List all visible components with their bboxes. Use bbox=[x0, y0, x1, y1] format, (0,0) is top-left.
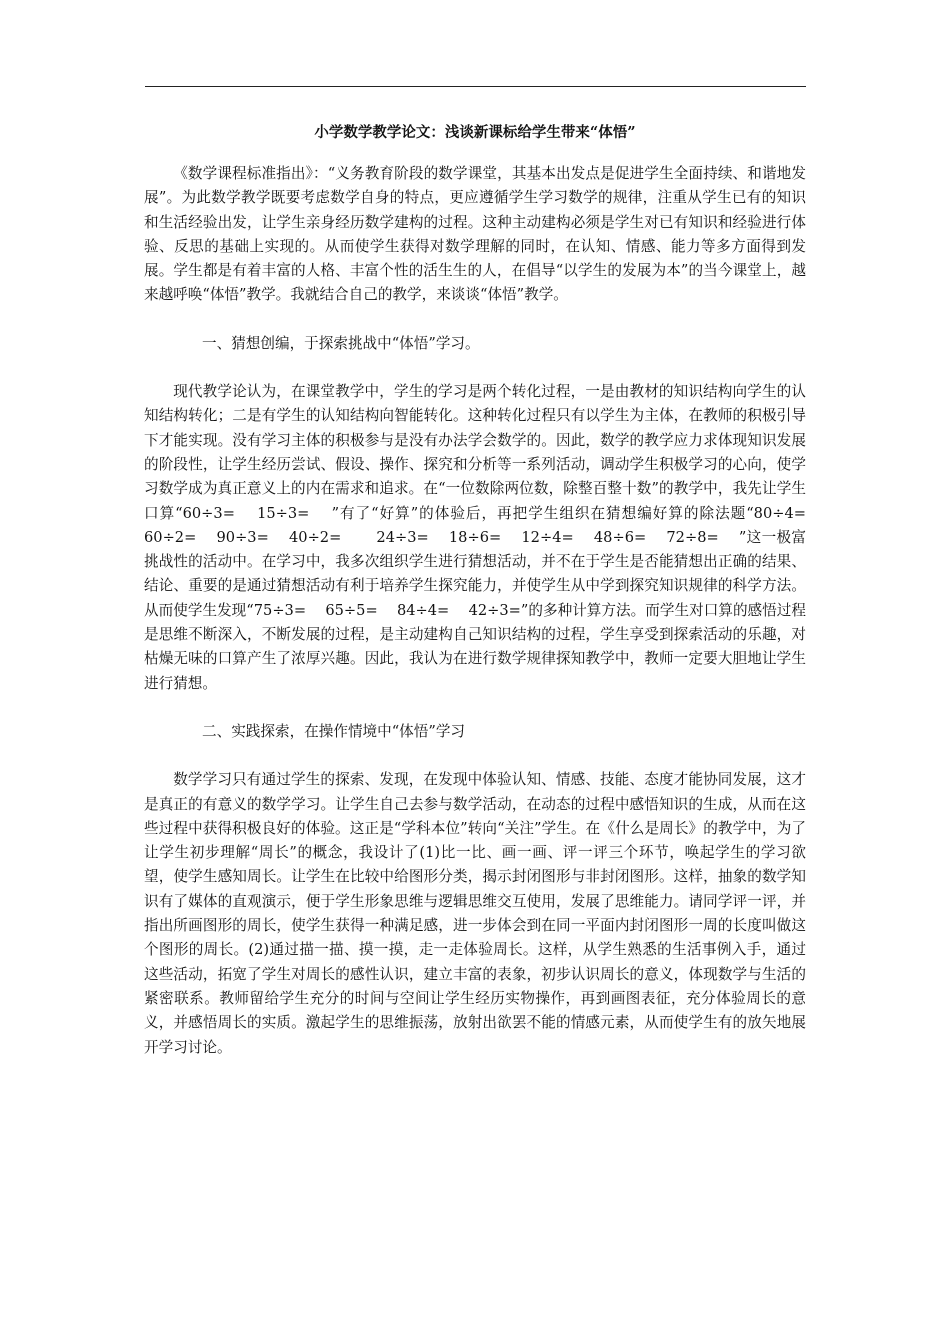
intro-paragraph: 《数学课程标准指出》：“义务教育阶段的数学课堂，其基本出发点是促进学生全面持续、和谐地发展”。为此数学教学既要考虑数学自身的特点，更应遵循学生学习数学的规律，注重从学生已有的知识和生活经验出发，让学生亲身经历数学建构的过程。这种主动建构必须是学生对已有知识和经验进行体验、反思的基础上实现的。从而使学生获得对数学理解的同时，在认知、情感、能力等多方面得到发展。学生都是有着丰富的人格、丰富个性的活生生的人，在倡导“以学生的发展为本”的当今课堂上，越来越呼唤“体悟”教学。我就结合自己的教学，来谈谈“体悟”教学。 bbox=[144, 165, 806, 304]
section-1-heading: 一、猜想创编，于探索挑战中“体悟”学习。 bbox=[202, 334, 480, 352]
document-body bbox=[144, 120, 826, 1084]
section-2-paragraph: 数学学习只有通过学生的探索、发现，在发现中体验认知、情感、技能、态度才能协同发展，这才是真正的有意义的数学学习。让学生自己去参与数学活动，在动态的过程中感悟知识的生成，从而在这些过程中获得积极良好的体验。这正是“学科本位”转向“关注”学生。在《什么是周长》的教学中，为了让学生初步理解“周长”的概念，我设计了(1)比一比、画一画、评一评三个环节，唤起学生的学习欲望，使学生感知周长。让学生在比较中给图形分类，揭示封闭图形与非封闭图形。这样，抽象的数学知识有了媒体的直观演示，便于学生形象思维与逻辑思维交互使用，发展了思维能力。请同学评一评，并指出所画图形的周长，使学生获得一种满足感，进一步体会到在同一平面内封闭图形一周的长度叫做这个图形的周长。(2)通过描一描、摸一摸，走一走体验周长。这样，从学生熟悉的生活事例入手，通过这些活动，拓宽了学生对周长的感性认识，建立丰富的表象，初步认识周长的意义，体现数学与生活的紧密联系。教师留给学生充分的时间与空间让学生经历实物操作，再到画图表征，充分体验周长的意义，并感悟周长的实质。激起学生的思维振荡，放射出欲罢不能的情感元素，从而使学生有的放矢地展开学习讨论。 bbox=[144, 771, 806, 1056]
header-rule bbox=[145, 86, 806, 87]
document-title: 小学数学教学论文：浅谈新课标给学生带来“体悟” bbox=[314, 124, 636, 141]
section-2-heading: 二、实践探索，在操作情境中“体悟”学习 bbox=[202, 722, 466, 740]
section-1-paragraph: 现代教学论认为，在课堂教学中，学生的学习是两个转化过程，一是由教材的知识结构向学生的认知结构转化；二是有学生的认知结构向智能转化。这种转化过程只有以学生为主体，在教师的积极引导下才能实现。没有学习主体的积极参与是没有办法学会数学的。因此，数学的教学应力求体现知识发展的阶段性，让学生经历尝试、假设、操作、探究和分析等一系列活动，调动学生积极学习的心向，使学习数学成为真正意义上的内在需求和追求。在“一位数除两位数，除整百整十数”的教学中，我先让学生口算“60÷3= 15÷3= ”有了“好算”的体验后，再把学生组织在猜想编好算的除法题“80÷4= 60÷2= 90÷3= 40÷2= 24÷3= 18÷6= 12÷4= 48÷6= 72÷8= ”这一极富挑战性的活动中。在学习中，我多次组织学生进行猜想活动，并不在于学生是否能猜想出正确的结果、结论、重要的是通过猜想活动有利于培养学生探究能力，并使学生从中学到探究知识规律的科学方法。从而使学生发现“75÷3= 65÷5= 84÷4= 42÷3=”的多种计算方法。而学生对口算的感悟过程是思维不断深入，不断发展的过程，是主动建构自己知识结构的过程，学生享受到探索活动的乐趣，对枯燥无味的口算产生了浓厚兴趣。因此，我认为在进行数学规律探知教学中，教师一定要大胆地让学生进行猜想。 bbox=[144, 383, 826, 692]
